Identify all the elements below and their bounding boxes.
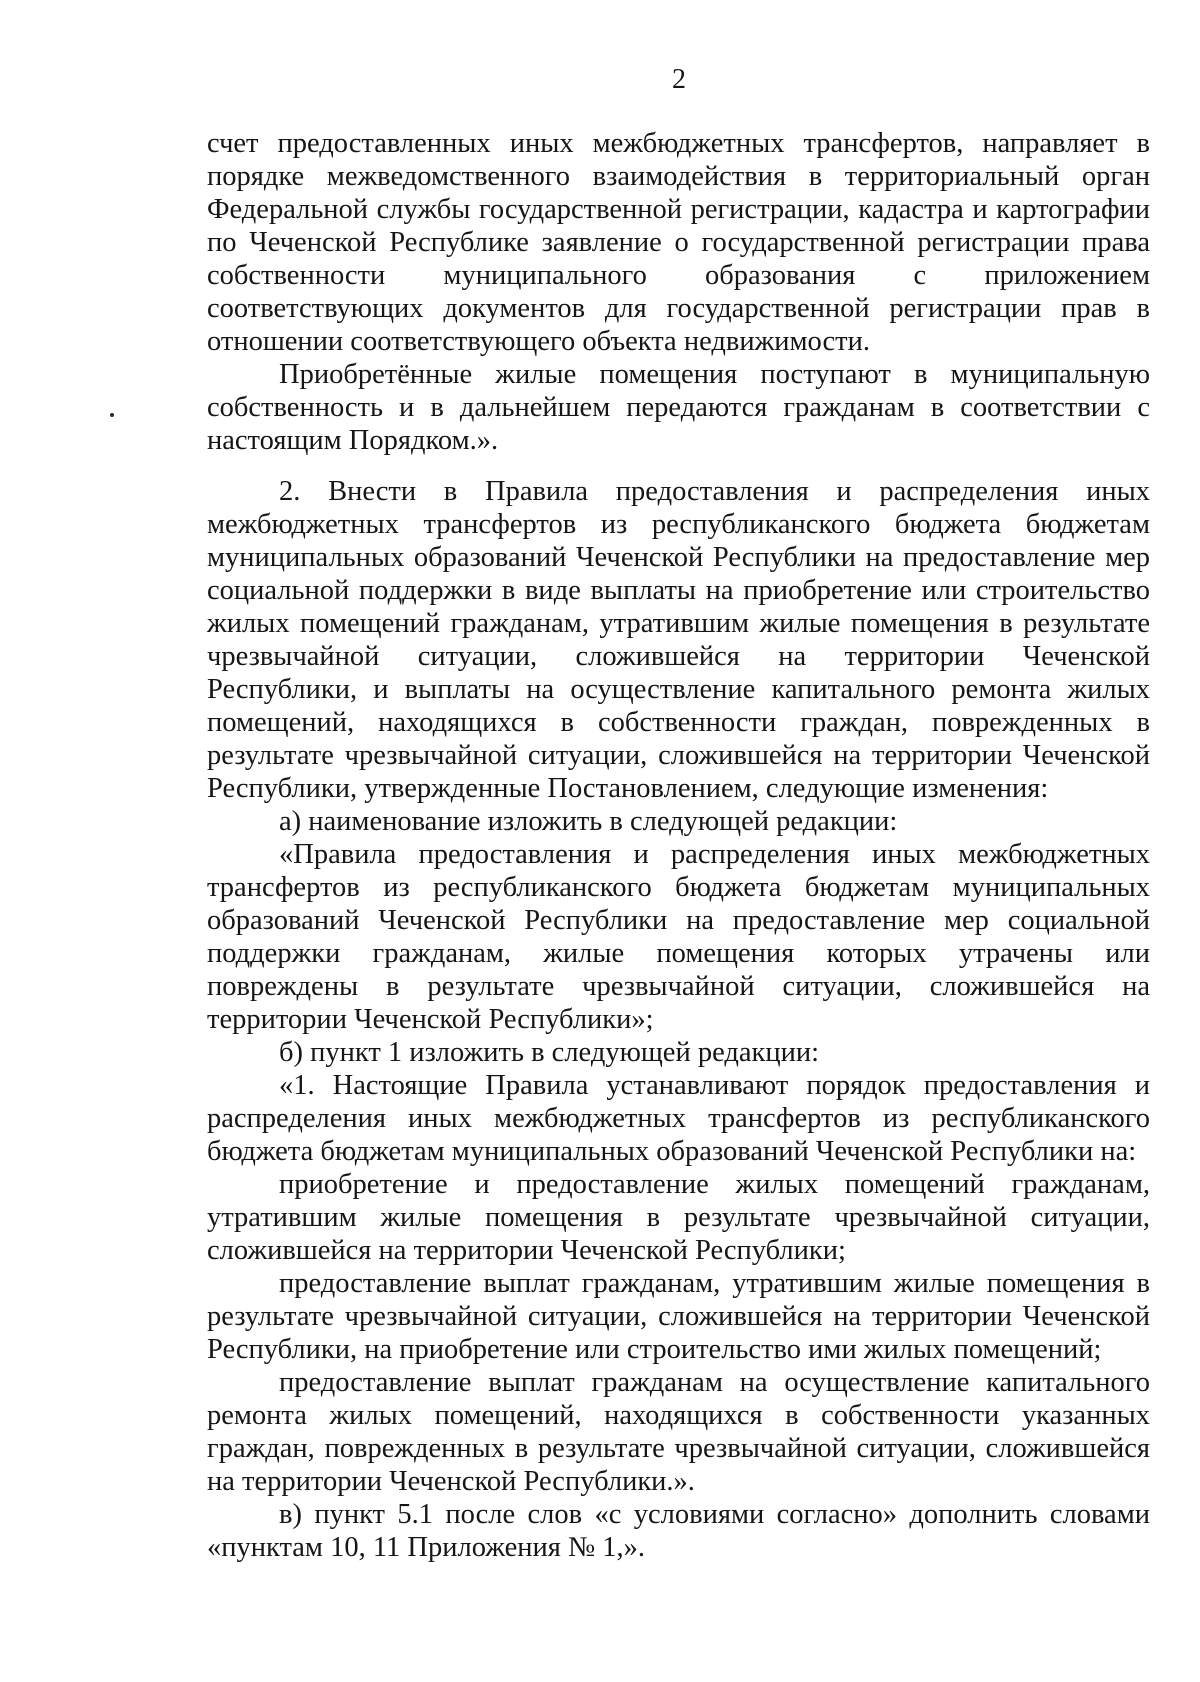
paragraph-purpose-payments: предоставление выплат гражданам, утратившим жилые помещения в результате чрезвычайной ситуации, сложившейся на территории Чеченской Республики, на приобретение или строительство ими жилых помещений; (207, 1268, 1150, 1365)
paragraph-clause-1: «1. Настоящие Правила устанавливают порядок предоставления и распределения иных межбюджетных трансфертов из республиканского бюджета бюджетам муниципальных образований Чеченской Республики на: (207, 1070, 1150, 1167)
paragraph-subitem-v: в) пункт 5.1 после слов «с условиями согласно» дополнить словами «пунктам 10, 11 Приложения № 1,». (207, 1499, 1150, 1563)
paragraph-purpose-acquisition: приобретение и предоставление жилых помещений гражданам, утратившим жилые помещения в результате чрезвычайной ситуации, сложившейся на территории Чеченской Республики; (207, 1169, 1150, 1266)
paragraph-purpose-repair: предоставление выплат гражданам на осуществление капитального ремонта жилых помещений, находящихся в собственности указанных граждан, поврежденных в результате чрезвычайной ситуации, сложившейся на территории Чеченской Республики.». (207, 1367, 1150, 1497)
paragraph-subitem-b: б) пункт 1 изложить в следующей редакции: (279, 1037, 820, 1068)
paragraph-item-2: 2. Внести в Правила предоставления и распределения иных межбюджетных трансфертов из республиканского бюджета бюджетам муниципальных образований Чеченской Республики на предоставление мер социальной поддержки в виде выплаты на приобретение или строительство жилых помещений гражданам, утратившим жилые помещения в результате чрезвычайной ситуации, сложившейся на территории Чеченской Республики, и выплаты на осуществление капитального ремонта жилых помещений, находящихся в собственности граждан, поврежденных в результате чрезвычайной ситуации, сложившейся на территории Чеченской Республики, утвержденные Постановлением, следующие изменения: (207, 476, 1150, 804)
page-number: 2 (672, 64, 686, 95)
paragraph-rules-title: «Правила предоставления и распределения иных межбюджетных трансфертов из республиканского бюджета бюджетам муниципальных образований Чеченской Республики на предоставление мер социальной поддержки гражданам, жилые помещения которых утрачены или повреждены в результате чрезвычайной ситуации, сложившейся на территории Чеченской Республики»; (207, 839, 1150, 1035)
document-body (207, 127, 1150, 1564)
paragraph-subitem-a: а) наименование изложить в следующей редакции: (279, 806, 898, 837)
paragraph-continuation: счет предоставленных иных межбюджетных трансфертов, направляет в порядке межведомственного взаимодействия в территориальный орган Федеральной службы государственной регистрации, кадастра и картографии по Чеченской Республике заявление о государственной регистрации права собственности муниципального образования с приложением соответствующих документов для государственной регистрации прав в отношении соответствующего объекта недвижимости. (207, 128, 1150, 357)
paragraph-acquired-premises: Приобретённые жилые помещения поступают в муниципальную собственность и в дальнейшем передаются гражданам в соответствии с настоящим Порядком.». (207, 359, 1150, 456)
scan-speck (110, 413, 114, 417)
